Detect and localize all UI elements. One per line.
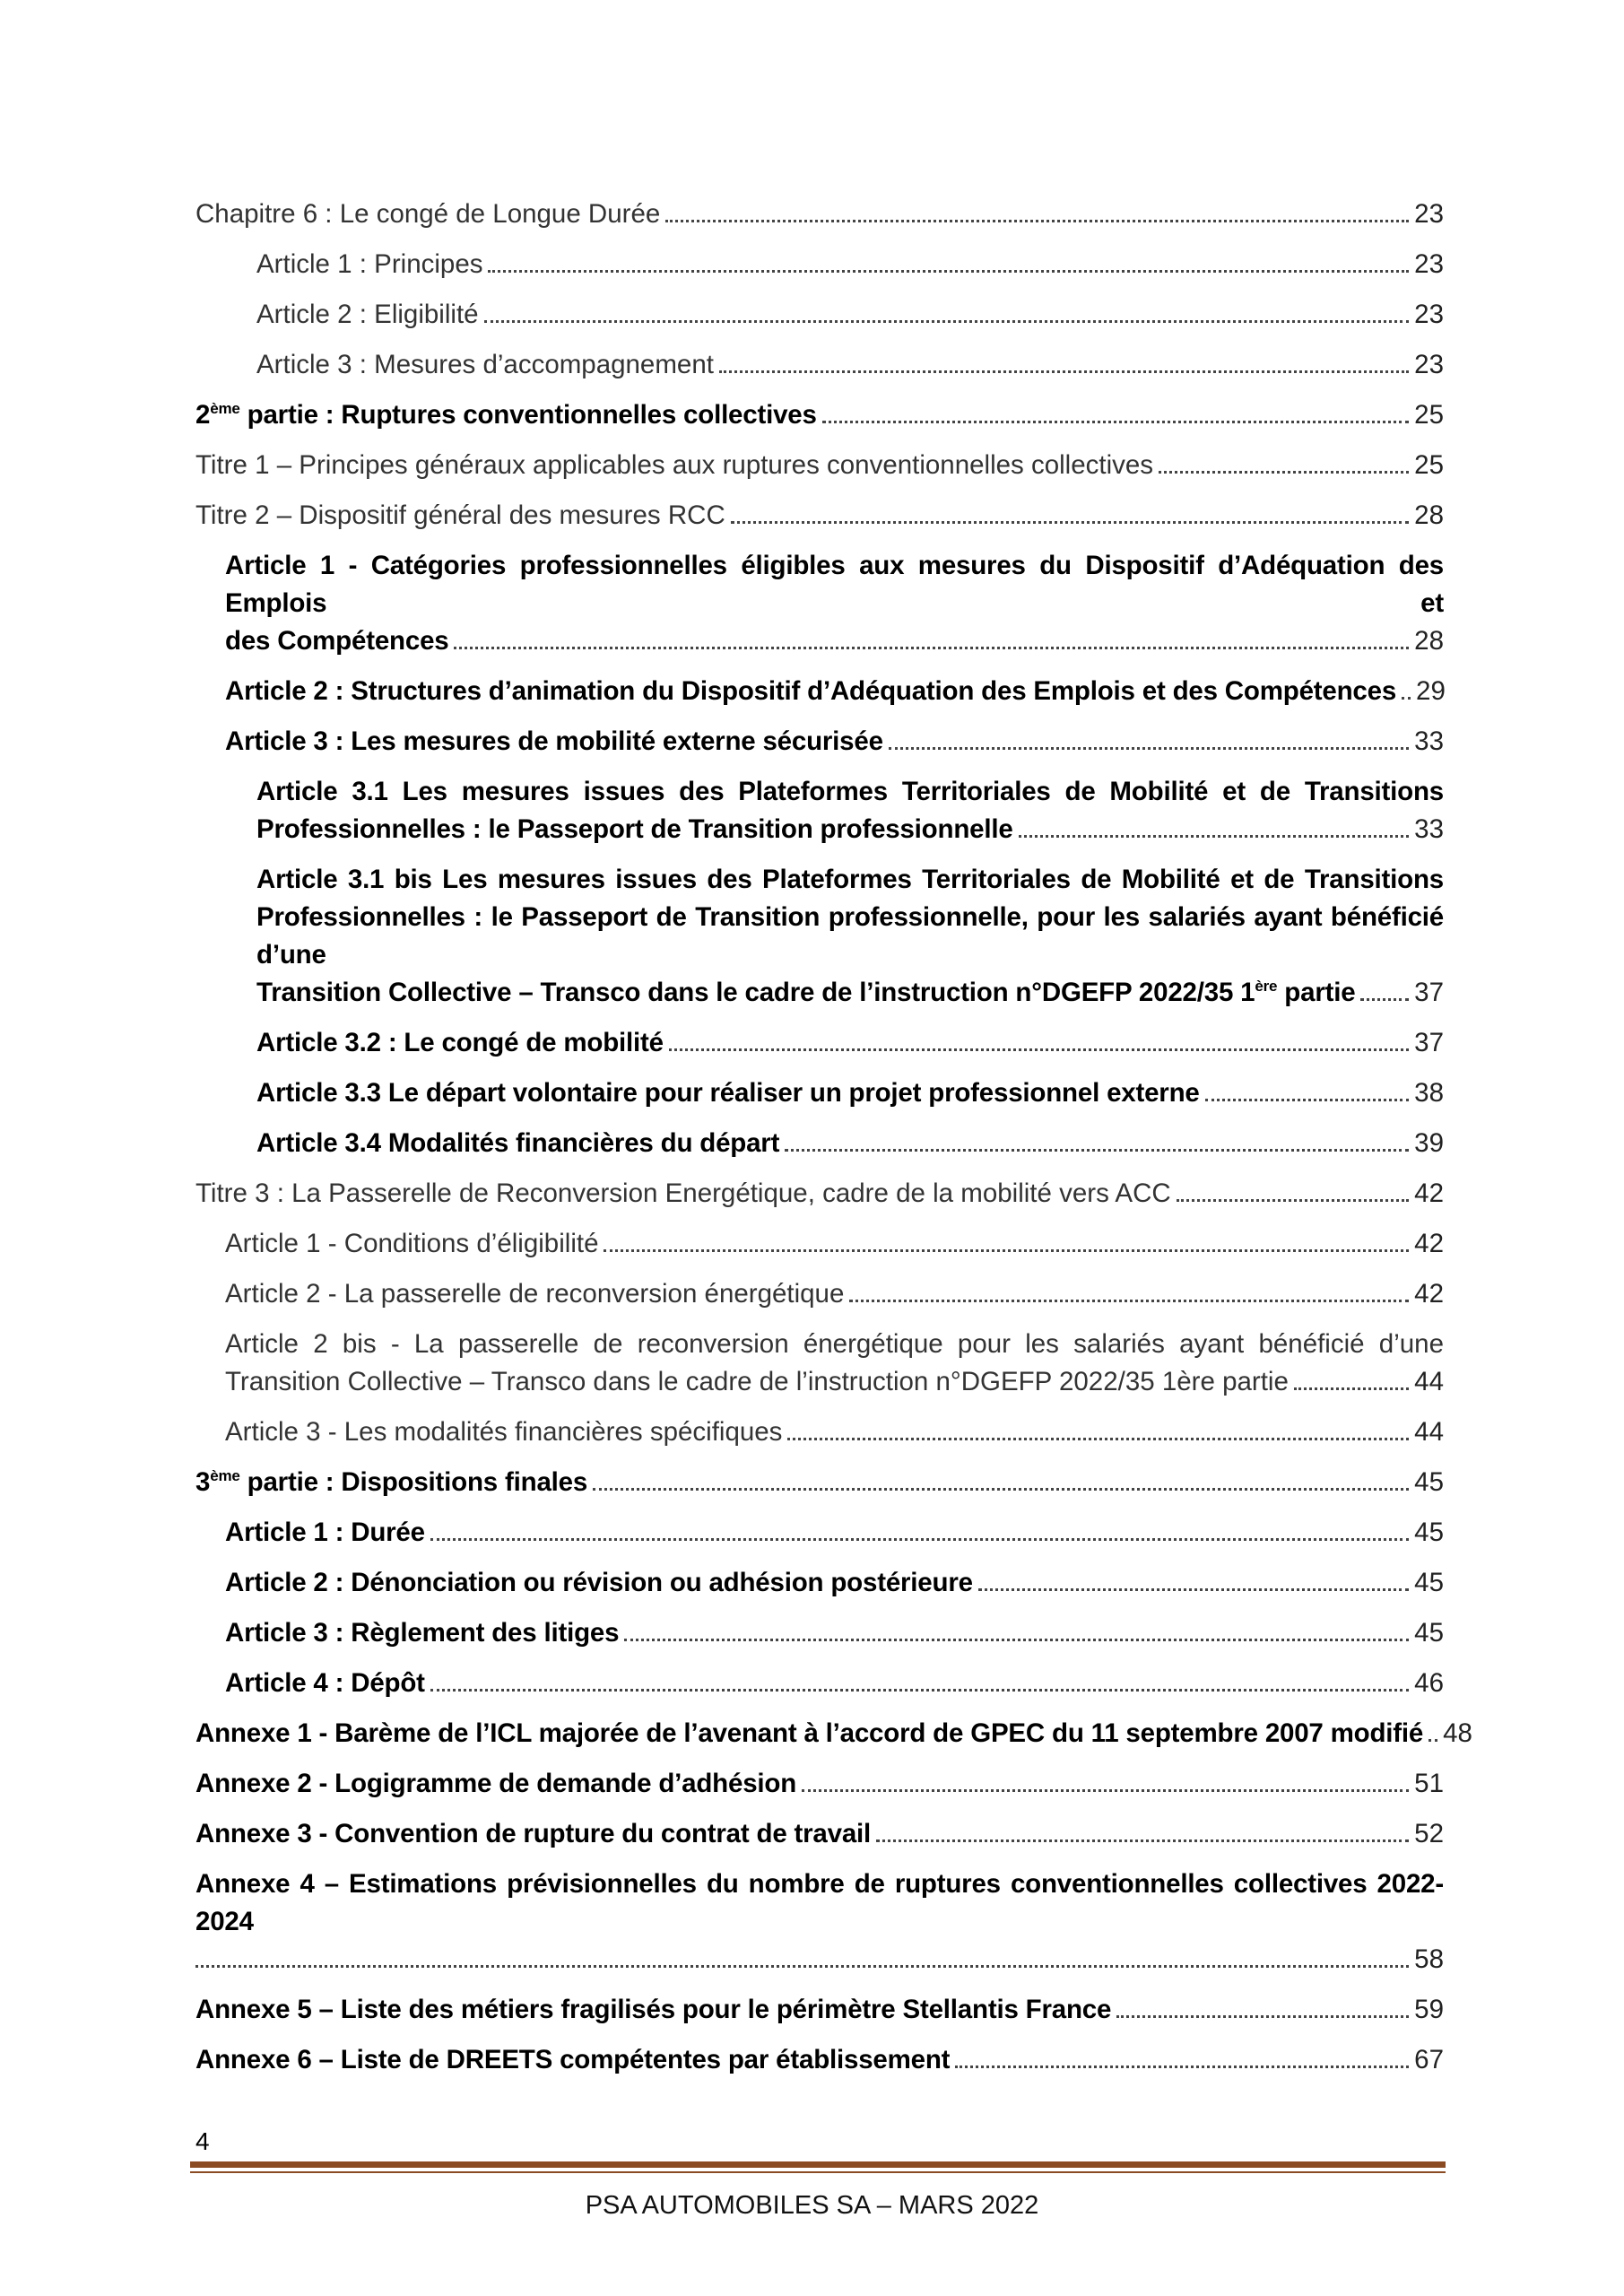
toc-entry-annexe-5[interactable]: Annexe 5 – Liste des métiers fragilisés pour le périmètre Stellantis France 59 [195,1995,1444,2024]
toc-entry-titre2-article-1[interactable]: Article 1 - Catégories professionnelles éligibles aux mesures du Dispositif d’Adéquation des Emplois et des Compétences 28 [225,551,1444,656]
toc-entry-duree[interactable]: Article 1 : Durée 45 [225,1518,1444,1547]
dot-leader [955,2066,1409,2068]
toc-entry-article-3-4[interactable]: Article 3.4 Modalités financières du départ 39 [256,1128,1444,1158]
toc-entry-annexe-2[interactable]: Annexe 2 - Logigramme de demande d’adhésion 51 [195,1769,1444,1798]
toc-entry-annexe-6[interactable]: Annexe 6 – Liste de DREETS compétentes par établissement 67 [195,2045,1444,2074]
table-of-contents [195,196,1472,2092]
toc-entry-titre3-article-2-bis[interactable]: Article 2 bis - La passerelle de reconversion énergétique pour les salariés ayant bénéficié d’une Transition Collective – Transco dans le cadre de l’instruction n°DGEFP 2022/35 1ère partie 44 [225,1329,1444,1396]
dot-leader [593,1488,1409,1491]
dot-leader [669,1048,1409,1051]
toc-entry-2eme-partie[interactable]: 2ème partie : Ruptures conventionnelles collectives 25 [195,400,1444,430]
dot-leader [454,647,1409,649]
toc-entry-annexe-1[interactable]: Annexe 1 - Barème de l’ICL majorée de l’avenant à l’accord de GPEC du 11 septembre 2007 modifié 48 [195,1718,1472,1748]
toc-entry-annexe-4[interactable]: Annexe 4 – Estimations prévisionnelles du nombre de ruptures conventionnelles collectives 2022-2024 58 [195,1869,1444,1974]
dot-leader [1019,835,1410,838]
toc-entry-depot[interactable]: Article 4 : Dépôt 46 [225,1668,1444,1698]
footer-rule-thin [190,2171,1446,2173]
toc-entry-article-1-principes[interactable]: Article 1 : Principes 23 [256,249,1444,279]
dot-leader [876,1839,1409,1842]
toc-entry-titre-3[interactable]: Titre 3 : La Passerelle de Reconversion Energétique, cadre de la mobilité vers ACC 42 [195,1178,1444,1208]
toc-entry-titre3-article-2[interactable]: Article 2 - La passerelle de reconversion énergétique 42 [225,1279,1444,1309]
dot-leader [849,1300,1409,1302]
toc-entry-article-3-3[interactable]: Article 3.3 Le départ volontaire pour réaliser un projet professionnel externe 38 [256,1078,1444,1108]
footer-rule [190,2161,1446,2168]
toc-entry-article-2-eligibilite[interactable]: Article 2 : Eligibilité 23 [256,300,1444,329]
dot-leader [1429,1739,1437,1742]
dot-leader [1116,2015,1409,2018]
dot-leader [430,1538,1409,1541]
toc-entry-article-3-2[interactable]: Article 3.2 : Le congé de mobilité 37 [256,1028,1444,1057]
toc-entry-titre3-article-1[interactable]: Article 1 - Conditions d’éligibilité 42 [225,1229,1444,1258]
dot-leader [787,1438,1409,1440]
dot-leader [665,220,1409,222]
dot-leader [195,1965,1409,1968]
dot-leader [785,1149,1409,1152]
dot-leader [719,370,1409,373]
dot-leader [802,1789,1409,1792]
dot-leader [1360,998,1409,1001]
toc-entry-titre2-article-3[interactable]: Article 3 : Les mesures de mobilité externe sécurisée 33 [225,726,1444,756]
toc-entry-3eme-partie[interactable]: 3ème partie : Dispositions finales 45 [195,1467,1444,1497]
dot-leader [1159,471,1409,474]
toc-entry-article-3-mesures[interactable]: Article 3 : Mesures d’accompagnement 23 [256,350,1444,379]
dot-leader [1205,1099,1410,1101]
toc-entry-titre2-article-2[interactable]: Article 2 : Structures d’animation du Dispositif d’Adéquation des Emplois et des Compétences 29 [225,676,1446,706]
toc-entry-titre-2[interactable]: Titre 2 – Dispositif général des mesures RCC 28 [195,500,1444,530]
toc-entry-article-3-1-bis[interactable]: Article 3.1 bis Les mesures issues des Plateformes Territoriales de Mobilité et de Transitions Professionnelles : le Passeport de Transition professionnelle, pour les salariés ayant bénéficié d’une Transition Collective – Transco dans le cadre de l’instruction n°DGEFP 2022/35 1ère partie 37 [256,865,1444,1007]
dot-leader [731,521,1409,524]
dot-leader [1402,697,1411,700]
toc-entry-article-3-1[interactable]: Article 3.1 Les mesures issues des Plateformes Territoriales de Mobilité et de Transitions Professionnelles : le Passeport de Transition professionnelle 33 [256,777,1444,844]
dot-leader [1294,1387,1409,1390]
dot-leader [430,1689,1409,1692]
dot-leader [604,1249,1409,1252]
dot-leader [889,747,1409,750]
dot-leader [624,1639,1409,1641]
toc-entry-chapitre-6[interactable]: Chapitre 6 : Le congé de Longue Durée 23 [195,199,1444,229]
page-number: 4 [195,2127,210,2155]
toc-entry-reglement-litiges[interactable]: Article 3 : Règlement des litiges 45 [225,1618,1444,1648]
dot-leader [488,270,1409,273]
dot-leader [1177,1199,1409,1202]
toc-entry-titre3-article-3[interactable]: Article 3 - Les modalités financières spécifiques 44 [225,1417,1444,1447]
dot-leader [484,320,1410,323]
toc-entry-titre-1[interactable]: Titre 1 – Principes généraux applicables aux ruptures conventionnelles collectives 25 [195,450,1444,480]
dot-leader [978,1588,1409,1591]
toc-entry-annexe-3[interactable]: Annexe 3 - Convention de rupture du contrat de travail 52 [195,1819,1444,1848]
footer-text: PSA AUTOMOBILES SA – MARS 2022 [585,2191,1039,2220]
toc-entry-denonciation[interactable]: Article 2 : Dénonciation ou révision ou adhésion postérieure 45 [225,1568,1444,1597]
dot-leader [822,421,1409,423]
